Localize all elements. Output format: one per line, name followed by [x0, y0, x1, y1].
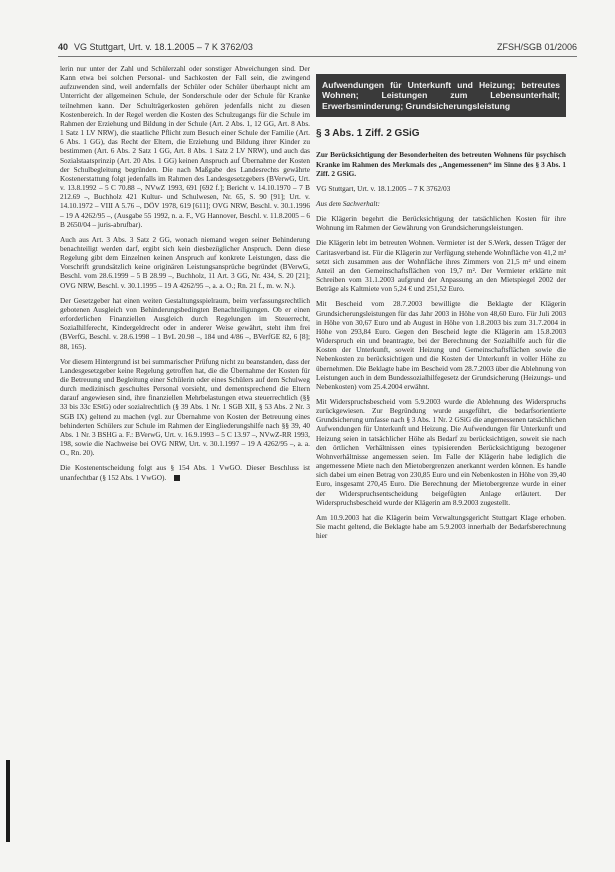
left-paragraph-5: [60, 463, 310, 481]
right-paragraph-4: Mit Widerspruchsbescheid vom 5.9.2003 wurde die Ablehnung des Widerspruchs zurückgewiesen. Zur Begründung wurde ausgeführt, die bedarfsorientierte Grundsicherung umfasse nach § 3 Abs. 1 Nr. 2 GSiG die angemessenen tatsächlichen Aufwendungen für Unterkunft und Heizung. Die Aufwendungen für Unterkunft und Heizung seien in tatsächlicher Höhe als Bedarf zu berücksichtigen, soweit sie nach den örtlichen Verhältnissen eines typisierenden Berücksichtigung bezogener Wohnverhältnisse angemessen seien. Im Falle der Klägerin habe lediglich die angemessene Miete nach den Mietobergrenzen anerkannt werden können. Es handle sich dabei um einen Betrag von 230,85 Euro und ein Nebenkosten in Höhe von 39,40 Euro, insgesamt 270,45 Euro. Die Berechnung der Mietobergrenze wurde in einer der Widerspruchsentscheidung beigefügten Anlage erläutert. Der Widerspruchsbescheid wurde der Klägerin am 8.9.2003 zugestellt.: [316, 396, 566, 507]
cost-decision-text: Die Kostenentscheidung folgt aus § 154 Abs. 1 VwGO. Dieser Beschluss ist unanfechtbar (§ 152 Abs. 1 VwGO).: [60, 463, 310, 482]
right-paragraph-1: Die Klägerin begehrt die Berücksichtigung der tatsächlichen Kosten für ihre Wohnung im Rahmen der Gewährung von Grundsicherungsleistungen.: [316, 214, 566, 233]
left-column: [60, 64, 310, 488]
binding-edge-mark: [6, 760, 10, 842]
right-paragraph-5: Am 10.9.2003 hat die Klägerin beim Verwaltungsgericht Stuttgart Klage erhoben. Sie macht geltend, die Beklagte habe am 5.9.2003 innerhalb der Bedarfsberechnung hier: [316, 512, 566, 541]
page-number: 40: [58, 42, 69, 52]
journal-reference: ZFSH/SGB 01/2006: [496, 42, 577, 52]
header-divider: [58, 56, 577, 57]
statute-section: § 3 Abs. 1 Ziff. 2 GSiG: [316, 128, 420, 140]
right-paragraph-3: Mit Bescheid vom 28.7.2003 bewilligte die Beklagte der Klägerin Grundsicherungsleistungen für das Jahr 2003 in Höhe von 48,60 Euro. Für Juli 2003 in Höhe von 30,67 Euro und ab August in Höhe von 1.8.2003 bis zum 31.7.2004 in Höhe von 293,84 Euro. Gegen den Bescheid legte die Klägerin am 15.8.2003 Widerspruch ein und beantragte, bei der Berechnung der Sozialhilfe auch für die Kosten der Unterkunft, soweit Heizung und Gemeinschaftsflächen sowie die Nebenkosten zu berücksichtigen und die Kosten der Unterkunft in voller Höhe zu übernehmen. Die Beklagte habe im Bescheid vom 28.7.2003 über die Ablehnung von Leistungen auch in dem Bundessozialhilfegesetz der Grundsicherung (Heizungs- und Nebenkosten) vom 25.4.2004 erwähnt.: [316, 299, 566, 391]
left-paragraph-1: lerin nur unter der Zahl und Schülerzahl oder sonstiger Abweichungen sind. Der Kann etwa bei solchen Personal- und Sachkosten der Fall sein, die zwingend aufzuwenden sind, weil andernfalls der Schüler oder Schüler überhaupt nicht am Unterricht der allgemeinen Schule, der Sonderschule oder der Schule für Kranke teilnehmen kann. Der Schulträgerkosten gehören jedenfalls nicht zu diesen Kostenbereich. In der Regel werden die Kosten des Schulzugangs für die Schule im Rahmen der Erziehung und Bildung in der Schule (Art. 2 Abs. 1, 12 GG, Art. 8 Abs. 1 Satz 1 LV NRW), die staatliche Pflicht zum Besuch einer Schule der Familie (Art. 6 Abs. 1 GG), das Recht der Eltern, die Erziehung und Bildung ihrer Kinder zu bestimmen (Art. 6 Abs. 2 Satz 1 GG, Art. 8 Abs. 1 Satz 2 LV NRW), und auch das Sozialstaatsprinzip (Art. 20 Abs. 1 GG) keinen Anspruch auf Übernahme der Kosten der Schulbegleitung begründen. Die nach Maßgabe des Landesrechts gewährte Kostenerstattung folgt jedenfalls im Rahmen des Landesgesetzgebers (BVerwG, Urt. v. 13.8.1992 – 5 C 70.88 –, NVwZ 1993, 691 [692 f.]; Bericht v. 14.10.1970 – 7 B 212.69 –, Buchholz 421 Kultur- und Schulwesen, Nr. 65, S. 90 [91]; Urt. v. 14.10.1972 – VIII A 5.76 –, DÖV 1978, 619 [611]; OVG NRW, Beschl. v. 30.1.1996 – 19 A 4262/95 –, (Ausgabe 55 1992, n. a. F., VG Hannover, Beschl. v. 11.8.2005 – 6 B 2650/04 – juris-abrufbar).: [60, 64, 310, 229]
headnote: Zur Berücksichtigung der Besonderheiten des betreuten Wohnens für psychisch Kranke im Rahmen des Merkmals des „Angemessenen“ im Sinne des § 3 Abs. 1 Ziff. 2 GSiG.: [316, 150, 566, 178]
facts-subheading: Aus dem Sachverhalt:: [316, 199, 380, 208]
case-reference: VG Stuttgart, Urt. v. 18.1.2005 – 7 K 3762/03: [316, 183, 451, 193]
running-title: VG Stuttgart, Urt. v. 18.1.2005 – 7 K 3762/03: [74, 42, 253, 52]
left-paragraph-4: Vor diesem Hintergrund ist bei summarischer Prüfung nicht zu beanstanden, dass der Landesgesetzgeber keine Regelung getroffen hat, die die Übernahme der Kosten für die Betreuung und Begleitung einer Schülerin oder eines Schülers auf dem Schulweg durch medizinisch geschultes Personal vorsieht, und dementsprechend die Eltern darauf angewiesen sind, ihre finanziellen Mehrbelastungen etwa steuerrechtlich (§§ 33 bis 33c EStG) oder sozialrechtlich (§ 39 Abs. 1 Nr. 1 SGB XII, § 53 Abs. 2 Nr. 3 SGB IX) geltend zu machen (vgl. zur Übernahme von Kosten der Betreuung eines behinderten Schülers zur Schule im Rahmen der Eingliederungshilfe nach §§ 39, 40 Abs. 1 Nr. 3 BSHG a. F.: BVerwG, Urt. v. 16.9.1993 – 5 C 13.97 –, NVwZ-RR 1993, 198, sowie die Nachweise bei OVG NRW, Urt. v. 30.1.1997 – 19 A 4262/95 –, a. a. O., Rn. 20).: [60, 356, 310, 458]
left-paragraph-2: Auch aus Art. 3 Abs. 3 Satz 2 GG, wonach niemand wegen seiner Behinderung benachteiligt werden darf, ergibt sich kein diesbezüglicher Anspruch. Denn diese Regelung gibt dem Einzelnen keinen Anspruch auf konkrete Leistungen, dass die Vorschrift grundsätzlich keine originären Leistungsansprüche begründet (BVerwG, Beschl. vom 28.6.1999 – 5 B 28.99 –, Buchholz, 11 Art. 3 GG, Nr. 434, S. 20 [21]; OVG NRW, Beschl. v. 30.1.1995 – 19 A 4262/95 –, a. a. O.; Rn. 21 f., m. w. N.).: [60, 234, 310, 290]
right-paragraph-2: Die Klägerin lebt im betreuten Wohnen. Vermieter ist der S.Werk, dessen Träger der Caritasverband ist. Für die Klägerin zur Verfügung stehende Wohnfläche von 41,2 m² setzt sich zusammen aus der Wohnfläche ihres Zimmers von 21,5 m² und einem Anteil an den Gemeinschaftsflächen von 19,7 m². Der Vermieter erklärte mit Schreiben vom 31.1.2003 aufgrund der Anpassung an den Mietspiegel 2002 der Beträge als Kaltmiete von 5,24 € und 251,52 Euro.: [316, 238, 566, 294]
running-header: [58, 42, 577, 56]
left-paragraph-3: Der Gesetzgeber hat einen weiten Gestaltungsspielraum, beim verfassungsrechtlich gebotenen Ausgleich von Behinderungsbedingten Benachteiligungen. Ob er einen erforderlichen Finanziellen Ausgleich durch Regelungen im Steuerrecht, Sozialhilferecht, Kindergeldrecht oder in anderer Weise gewährt, steht ihm frei (BVerfG, Beschl. v. 28.6.1998 – 1 BvL 20.98 –, 184 und 4/86 –, BVerfGE 82, 6 [8]; 88, 165).: [60, 295, 310, 351]
end-of-article-mark: [174, 475, 180, 481]
right-column: [316, 64, 566, 546]
article-headline: Aufwendungen für Unterkunft und Heizung; betreutes Wohnen; Leistungen zum Lebensunterhalt; Erwerbsminderung; Grundsicherungsleistung: [316, 74, 566, 117]
